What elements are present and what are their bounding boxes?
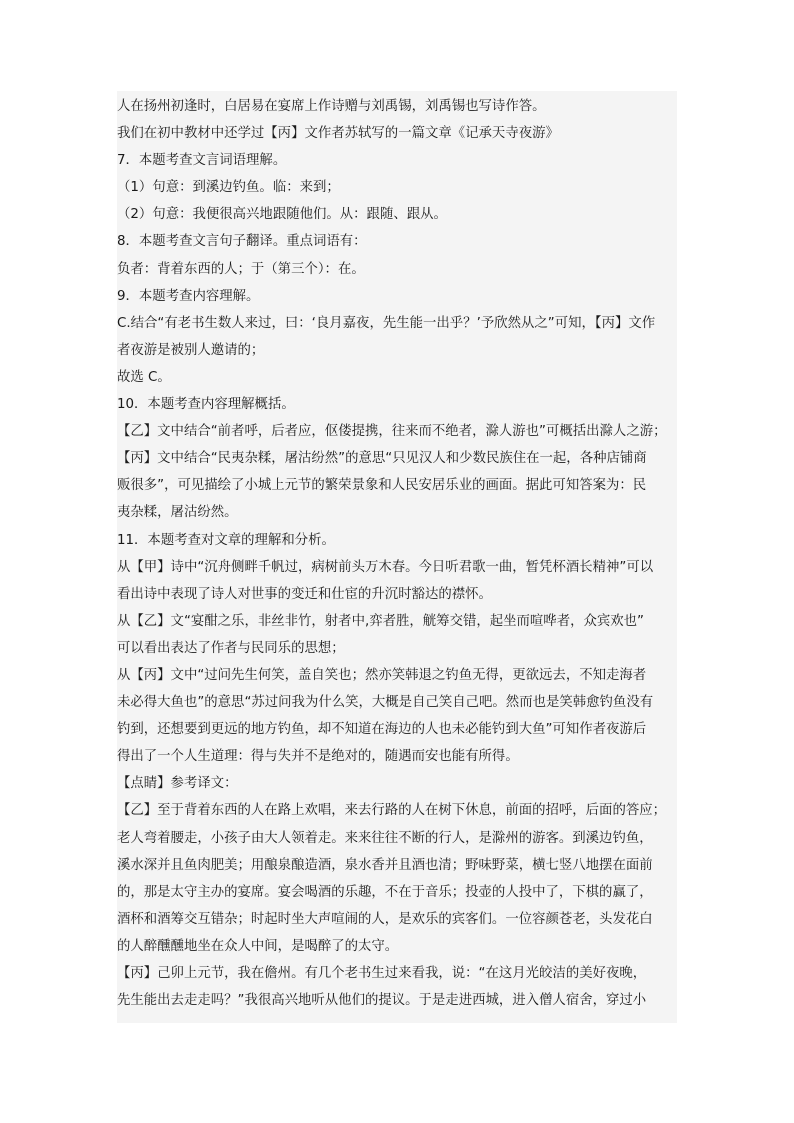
text-line: 夷杂糅，屠沽纷然。 <box>117 505 238 521</box>
document-body <box>117 91 677 1023</box>
text-line: 【乙】文中结合“前者呼，后者应，伛偻提携，往来而不绝者，滁人游也”可概括出滁人之游； <box>117 424 667 440</box>
text-line: 【点睛】参考译文： <box>117 776 238 792</box>
text-line: 的，那是太守主办的宴席。宴会喝酒的乐趣，不在于音乐；投壶的人投中了，下棋的赢了， <box>117 884 653 900</box>
text-line: 7．本题考查文言词语理解。 <box>117 153 287 169</box>
text-line: C.结合“有老书生数人来过，曰：‘良月嘉夜，先生能一出乎？’予欣然从之”可知，【丙】文作 <box>117 315 656 331</box>
text-line: 从【乙】文“宴酣之乐，非丝非竹，射者中,弈者胜，觥筹交错，起坐而喧哗者，众宾欢也” <box>117 613 644 629</box>
text-line: 负者：背着东西的人；于（第三个）：在。 <box>117 261 365 277</box>
text-line: 8．本题考查文言句子翻译。重点词语有： <box>117 234 367 250</box>
text-line: 溪水深并且鱼肉肥美；用酿泉酿造酒，泉水香并且酒也清；野味野菜，横七竖八地摆在面前 <box>117 857 653 873</box>
text-line: 11．本题考查对文章的理解和分析。 <box>117 532 335 548</box>
text-line: 者夜游是被别人邀请的； <box>117 342 265 358</box>
text-line: 我们在初中教材中还学过【丙】文作者苏轼写的一篇文章《记承天寺夜游》 <box>117 126 559 142</box>
text-line: 酒杯和酒筹交互错杂；时起时坐大声喧闹的人，是欢乐的宾客们。一位容颜苍老，头发花白 <box>117 911 653 927</box>
text-line: 10．本题考查内容理解概括。 <box>117 397 295 413</box>
text-line: 得出了一个人生道理：得与失并不是绝对的，随遇而安也能有所得。 <box>117 749 519 765</box>
text-line: 未必得大鱼也”的意思“苏过问我为什么笑，大概是自己笑自己吧。然而也是笑韩愈钓鱼没有 <box>117 695 654 711</box>
text-line: 钓到，还想要到更远的地方钓鱼，却不知道在海边的人也未必能钓到大鱼”可知作者夜游后 <box>117 722 647 738</box>
text-line: 可以看出表达了作者与民同乐的思想； <box>117 640 345 656</box>
text-line: 人在扬州初逢时，白居易在宴席上作诗赠与刘禹锡，刘禹锡也写诗作答。 <box>117 99 546 114</box>
text-line: 【乙】至于背着东西的人在路上欢唱，来去行路的人在树下休息，前面的招呼，后面的答应； <box>117 803 667 819</box>
text-line: 老人弯着腰走，小孩子由大人领着走。来来往往不断的行人，是滁州的游客。到溪边钓鱼， <box>117 830 653 846</box>
text-line: 从【甲】诗中“沉舟侧畔千帆过，病树前头万木春。今日听君歌一曲，暂凭杯酒长精神”可以 <box>117 559 654 575</box>
text-line: 从【丙】文中“过问先生何笑，盖自笑也；然亦笑韩退之钓鱼无得，更欲远去，不知走海者 <box>117 667 647 683</box>
text-line: 的人醉醺醺地坐在众人中间，是喝醉了的太守。 <box>117 938 399 954</box>
text-line: （1）句意：到溪边钓鱼。临：来到； <box>117 180 340 196</box>
text-line: 贩很多”，可见描绘了小城上元节的繁荣景象和人民安居乐业的画面。据此可知答案为：民 <box>117 478 647 494</box>
text-line: （2）句意：我便很高兴地跟随他们。从：跟随、跟从。 <box>117 207 447 223</box>
text-line: 看出诗中表现了诗人对世事的变迁和仕宦的升沉时豁达的襟怀。 <box>117 586 492 602</box>
text-line: 【丙】文中结合“民夷杂糅，屠沽纷然”的意思“只见汉人和少数民族住在一起，各种店铺商 <box>117 451 647 467</box>
text-line: 先生能出去走走吗？”我很高兴地听从他们的提议。于是走进西城，进入僧人宿舍，穿过小 <box>117 993 647 1009</box>
text-line: 9．本题考查内容理解。 <box>117 288 260 304</box>
text-line: 【丙】己卯上元节，我在儋州。有几个老书生过来看我，说：“在这月光皎洁的美好夜晚， <box>117 966 647 981</box>
text-line: 故选 C。 <box>117 369 171 385</box>
